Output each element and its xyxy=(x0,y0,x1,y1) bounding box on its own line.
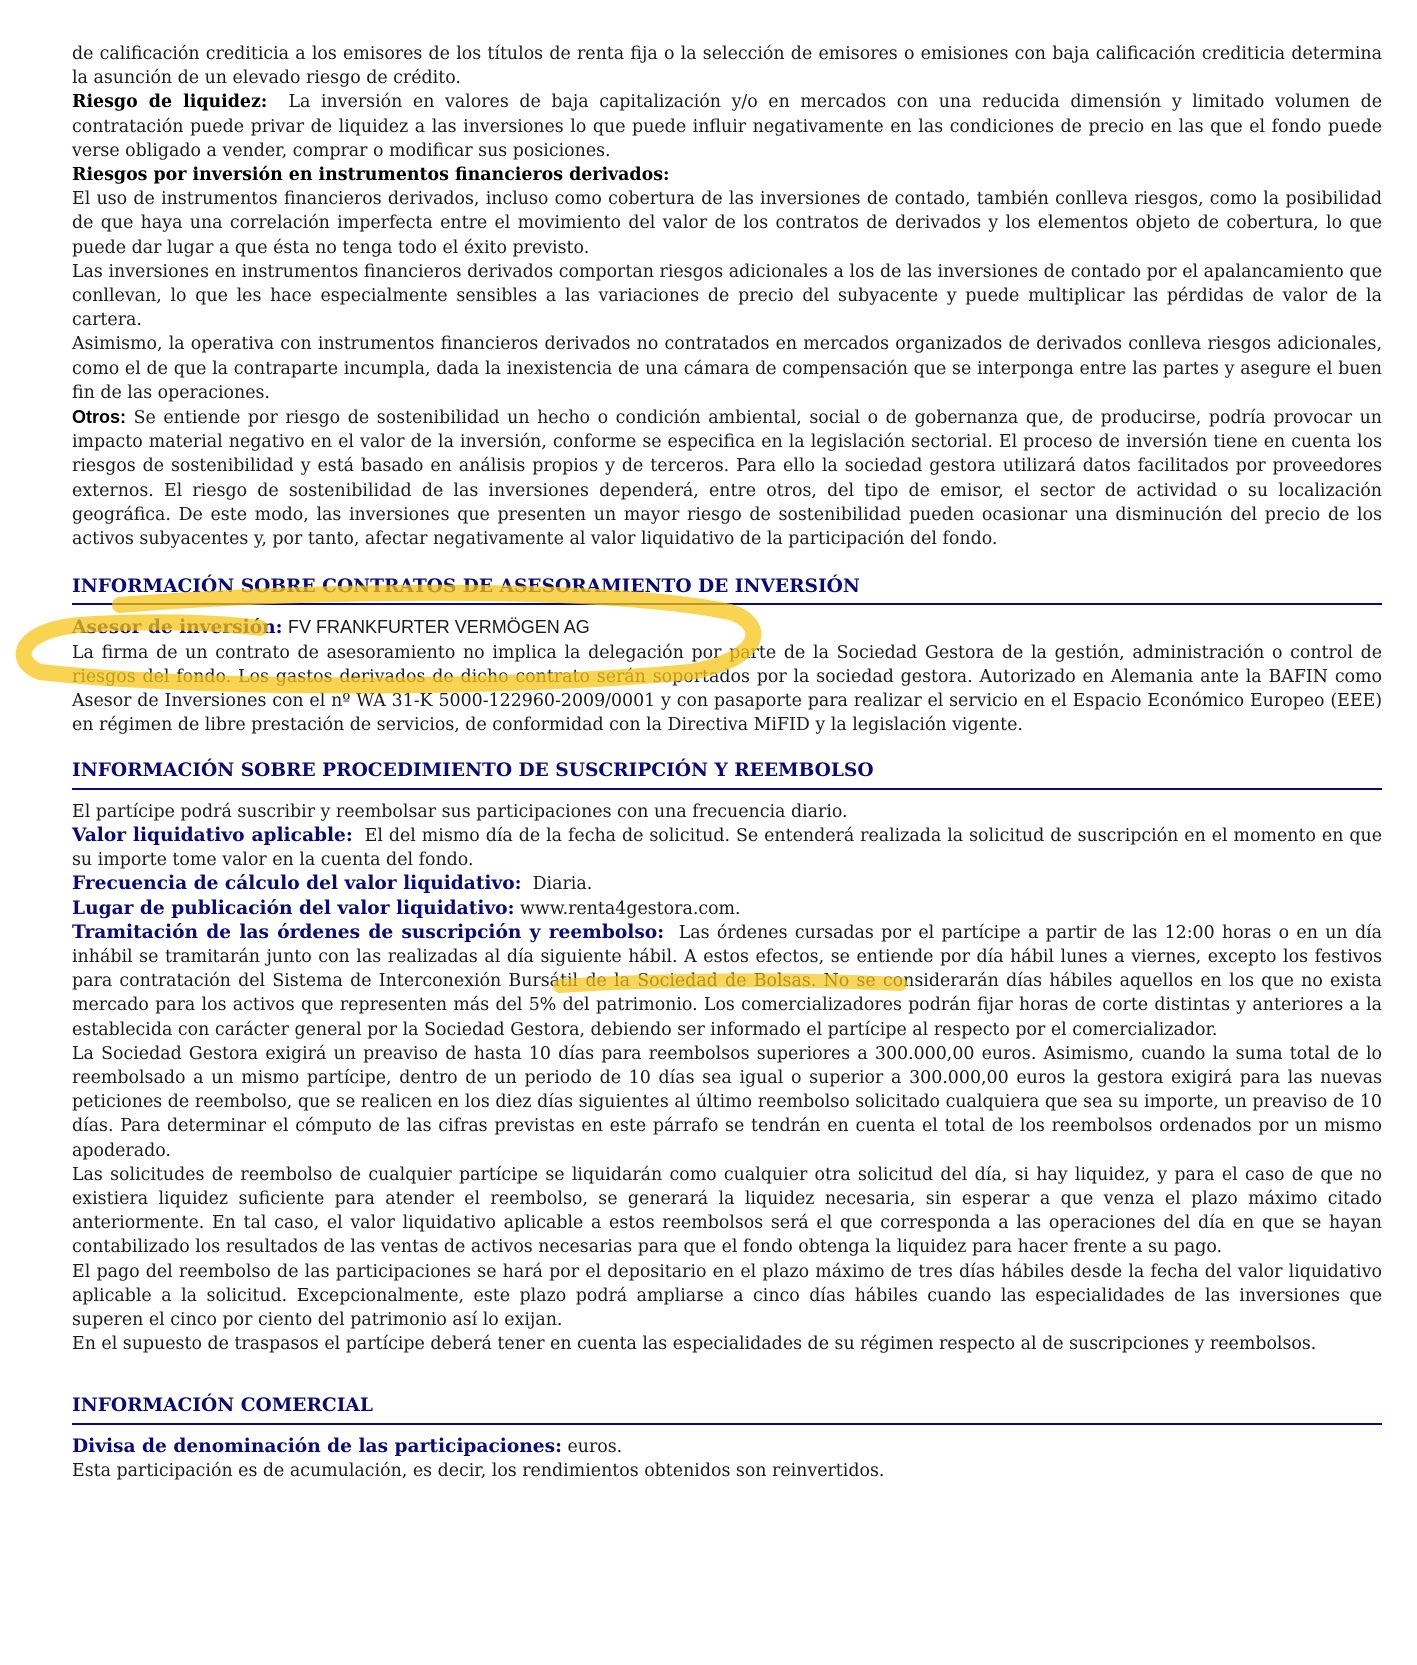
nav-publication-link[interactable]: www.renta4gestora.com. xyxy=(519,898,741,919)
subscription-intro: El partícipe podrá suscribir y reembolsar sus participaciones con una frecuencia diario. xyxy=(72,801,848,822)
nav-frequency-label: Frecuencia de cálculo del valor liquidativo: xyxy=(72,873,522,895)
section-heading-subscription: INFORMACIÓN SOBRE PROCEDIMIENTO DE SUSCRIPCIÓN Y REEMBOLSO xyxy=(72,759,1382,789)
section-heading-advisory: INFORMACIÓN SOBRE CONTRATOS DE ASESORAMIENTO DE INVERSIÓN xyxy=(72,575,1382,605)
orders-processing xyxy=(72,921,1382,1042)
transfers: En el supuesto de traspasos el partícipe deberá tener en cuenta las especialidades de su régimen respecto al de suscripciones y reembolsos. xyxy=(72,1334,1317,1355)
accumulation-note: Esta participación es de acumulación, es decir, los rendimientos obtenidos son reinvertidos. xyxy=(72,1460,885,1481)
derivatives-paragraph-3: Asimismo, la operativa con instrumentos financieros derivados no contratados en mercados organizados de derivados conlleva riesgos adicionales, como el de que la contraparte incumpla, dada la inexistencia de una cámara de compensación que se interponga entre las partes y asegure el buen fin de las operaciones. xyxy=(72,334,1382,403)
redemption-notice: La Sociedad Gestora exigirá un preaviso de hasta 10 días para reembolsos superiores a 300.000,00 euros. Asimismo, cuando la suma total de lo reembolsado a un mismo partícipe, dentro de un periodo de 10 días sea igual o superior a 300.000,00 euros la gestora exigirá para las nuevas peticiones de reembolso, que se realicen en los diez días siguientes al último reembolso solicitado cualquiera que sea su importe, un preaviso de 10 días. Para determinar el cómputo de las cifras previstas en este párrafo se tendrán en cuenta el total de los reembolsos ordenados por un mismo apoderado. xyxy=(72,1043,1382,1161)
nav-frequency-value: Diaria. xyxy=(532,874,593,895)
derivatives-paragraph-1: El uso de instrumentos financieros derivados, incluso como cobertura de las inversiones de contado, también conlleva riesgos, como la posibilidad de que haya una correlación imperfecta entre el movimiento del valor de los contratos de derivados y los elementos objeto de cobertura, lo que puede dar lugar a que ésta no tenga todo el éxito previsto. xyxy=(72,189,1382,258)
section-heading-commercial: INFORMACIÓN COMERCIAL xyxy=(72,1394,1382,1424)
currency-value: euros. xyxy=(567,1436,623,1457)
document-page xyxy=(72,42,1382,1483)
nav-frequency xyxy=(72,872,1382,896)
other-risks-label: Otros: xyxy=(72,407,126,428)
advisor-label: Asesor de inversión: xyxy=(72,617,283,639)
nav-applicable-label: Valor liquidativo aplicable: xyxy=(72,824,353,846)
liquidity-risk-label: Riesgo de liquidez: xyxy=(72,92,268,113)
orders-processing-text: Las órdenes cursadas por el partícipe a partir de las 12:00 horas o en un día inhábil se tramitarán junto con las realizadas al día siguiente hábil. A estos efectos, se entiende por día hábil lunes a viernes, excepto los festivos para contratación del Sistema de Interconexión Bursátil de la Sociedad de Bolsas. No se considerarán días hábiles aquellos en los que no exista mercado para los activos que representen más del 5% del patrimonio. Los comercializadores podrán fijar horas de corte distintas y anteriores a la establecida con carácter general por la Sociedad Gestora, debiendo ser informado el partícipe al respecto por el comercializador. xyxy=(72,922,1383,1040)
liquidity-risk xyxy=(72,90,1382,163)
nav-applicable-text: El del mismo día de la fecha de solicitud. Se entenderá realizada la solicitud de suscripción en el momento en que su importe tome valor en la cuenta del fondo. xyxy=(72,825,1382,871)
liquidity-risk-text: La inversión en valores de baja capitalización y/o en mercados con una reducida dimensión y limitado volumen de contratación puede privar de liquidez a las inversiones lo que puede influir negativamente en las condiciones de precio en las que el fondo puede verse obligado a vender, comprar o modificar sus posiciones. xyxy=(72,92,1383,161)
currency-label: Divisa de denominación de las participaciones: xyxy=(72,1435,562,1457)
nav-applicable xyxy=(72,824,1382,872)
other-risks-text: Se entiende por riesgo de sostenibilidad un hecho o condición ambiental, social o de gobernanza que, de producirse, podría provocar un impacto material negativo en el valor de la inversión, conforme se especifica en la legislación sectorial. El proceso de inversión tiene en cuenta los riesgos de sostenibilidad y está basado en análisis propios y de terceros. Para ello la sociedad gestora utilizará datos facilitados por proveedores externos. El riesgo de sostenibilidad de las inversiones dependerá, entre otros, del tipo de emisor, el sector de actividad o su localización geográfica. De este modo, las inversiones que presenten un mayor riesgo de sostenibilidad pueden ocasionar una disminución del precio de los activos subyacentes y, por tanto, afectar negativamente al valor liquidativo de la participación del fondo. xyxy=(72,408,1383,550)
orders-processing-label: Tramitación de las órdenes de suscripción y reembolso: xyxy=(72,921,665,943)
advisory-text: La firma de un contrato de asesoramiento no implica la delegación por parte de la Sociedad Gestora de la gestión, administración o control de riesgos del fondo. Los gastos derivados de dicho contrato serán soportados por la sociedad gestora. Autorizado en Alemania ante la BAFIN como Asesor de Inversiones con el nº WA 31-K 5000-122960-2009/0001 y con pasaporte para realizar el servicio en el Espacio Económico Europeo (EEE) en régimen de libre prestación de servicios, de conformidad con la Directiva MiFID y la legislación vigente. xyxy=(72,642,1382,736)
other-risks xyxy=(72,405,1382,551)
advisor-name: FV FRANKFURTER VERMÖGEN AG xyxy=(288,617,590,638)
redemption-payment: El pago del reembolso de las participaciones se hará por el depositario en el plazo máximo de tres días hábiles desde la fecha del valor liquidativo aplicable a la solicitud. Excepcionalmente, este plazo podrá ampliarse a cinco días hábiles cuando las especialidades de las inversiones que superen el cinco por ciento del patrimonio así lo exijan. xyxy=(72,1261,1382,1330)
nav-publication-label: Lugar de publicación del valor liquidativo: xyxy=(72,897,515,919)
derivatives-risk-label: Riesgos por inversión en instrumentos financieros derivados: xyxy=(72,165,670,186)
derivatives-paragraph-2: Las inversiones en instrumentos financieros derivados comportan riesgos adicionales a los de las inversiones de contado por el apalancamiento que conllevan, lo que les hace especialmente sensibles a las variaciones de precio del subyacente y puede multiplicar las pérdidas de valor de la cartera. xyxy=(72,261,1382,331)
credit-risk-tail: de calificación crediticia a los emisores de los títulos de renta fija o la selección de emisores o emisiones con baja calificación crediticia determina la asunción de un elevado riesgo de crédito. xyxy=(72,44,1382,89)
redemption-liquidity: Las solicitudes de reembolso de cualquier partícipe se liquidarán como cualquier otra solicitud del día, si hay liquidez, y para el caso de que no existiera liquidez suficiente para atender el reembolso, se generará la liquidez necesaria, sin esperar a que venza el plazo máximo citado anteriormente. En tal caso, el valor liquidativo aplicable a estos reembolsos será el que corresponda a las operaciones del día en que se hayan contabilizado los resultados de las ventas de activos necesarias para que el fondo obtenga la liquidez para hacer frente a su pago. xyxy=(72,1164,1382,1258)
advisor-line xyxy=(72,615,1382,640)
currency-line xyxy=(72,1435,1382,1459)
nav-publication xyxy=(72,897,1382,921)
